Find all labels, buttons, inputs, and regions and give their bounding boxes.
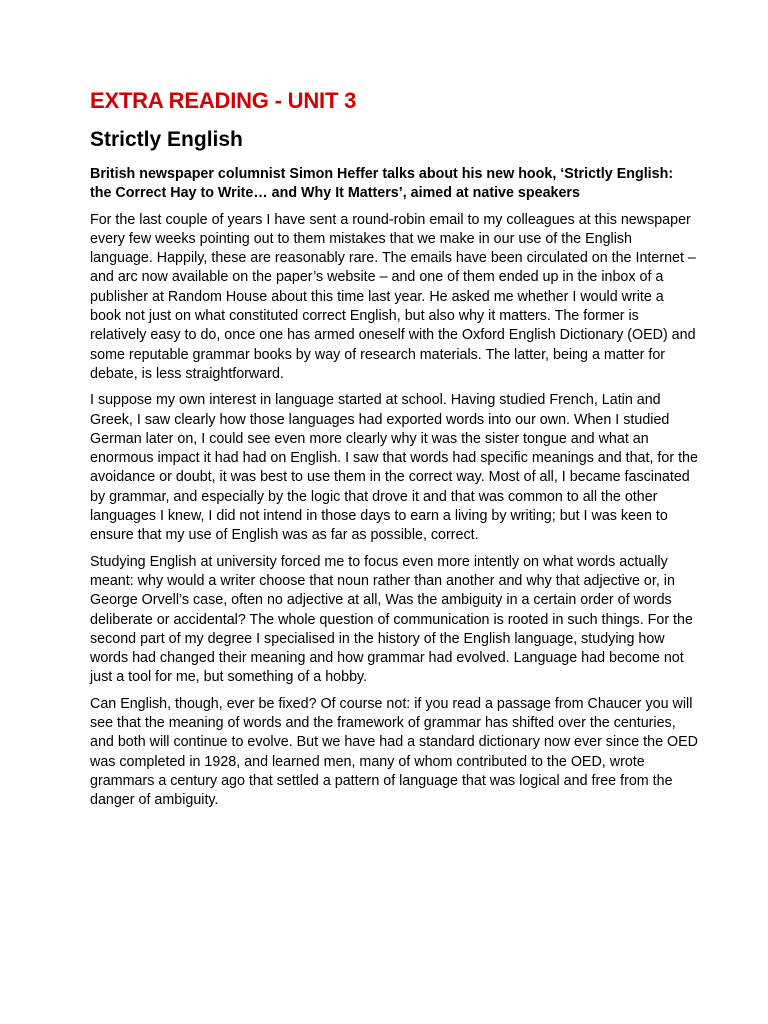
body-paragraph-1: For the last couple of years I have sent a round-robin email to my colleagues at this newspaper every few weeks pointing out to them mistakes that we make in our use of the English language. Happily, these are reasonably rare. The emails have been circulated on the Internet – and arc now available on the paper’s website – and one of them ended up in the inbox of a publisher at Random House about this time last year. He asked me whether I would write a book not just on what constituted correct English, but also why it matters. The former is relatively easy to do, once one has armed oneself with the Oxford English Dictionary (OED) and some reputable grammar books by way of research materials. The latter, being a matter for debate, is less straightforward. xyxy=(90,211,696,382)
article-standfirst: British newspaper columnist Simon Heffer talks about his new hook, ‘Strictly English: the Correct Hay to Write… and Why It Matters’, aimed at native speakers xyxy=(90,166,674,202)
body-paragraph-4: Can English, though, ever be fixed? Of course not: if you read a passage from Chaucer you will see that the meaning of words and the framework of grammar has shifted over the centuries, and both will continue to evolve. But we have had a standard dictionary now ever since the OED was completed in 1928, and learned men, many of whom contributed to the OED, wrote grammars a century ago that settled a pattern of language that was logical and free from the danger of ambiguity. xyxy=(90,695,698,809)
article-title: Strictly English xyxy=(90,128,243,151)
body-paragraph-2: I suppose my own interest in language started at school. Having studied French, Latin and Greek, I saw clearly how those languages had exported words into our own. When I studied German later on, I could see even more clearly why it was the sister tongue and what an enormous impact it had had on English. I saw that words had specific meanings and that, for the avoidance or doubt, it was best to use them in the correct way. Most of all, I became fascinated by grammar, and especially by the logic that drove it and that was common to all the other languages I knew, I did not intend in those days to earn a living by writing; but I was keen to ensure that my use of English was as far as possible, correct. xyxy=(90,392,698,544)
document-page xyxy=(90,84,698,811)
unit-heading: EXTRA READING - UNIT 3 xyxy=(90,88,357,113)
body-paragraph-3: Studying English at university forced me to focus even more intently on what words actually meant: why would a writer choose that noun rather than another and why that adjective or, in George Orvell’s case, often no adjective at all, Was the ambiguity in a certain order of words deliberate or accidental? The whole question of communication is rooted in such things. For the second part of my degree I specialised in the history of the English language, studying how words had changed their meaning and how grammar had evolved. Language had become not just a tool for me, but something of a hobby. xyxy=(90,553,693,686)
